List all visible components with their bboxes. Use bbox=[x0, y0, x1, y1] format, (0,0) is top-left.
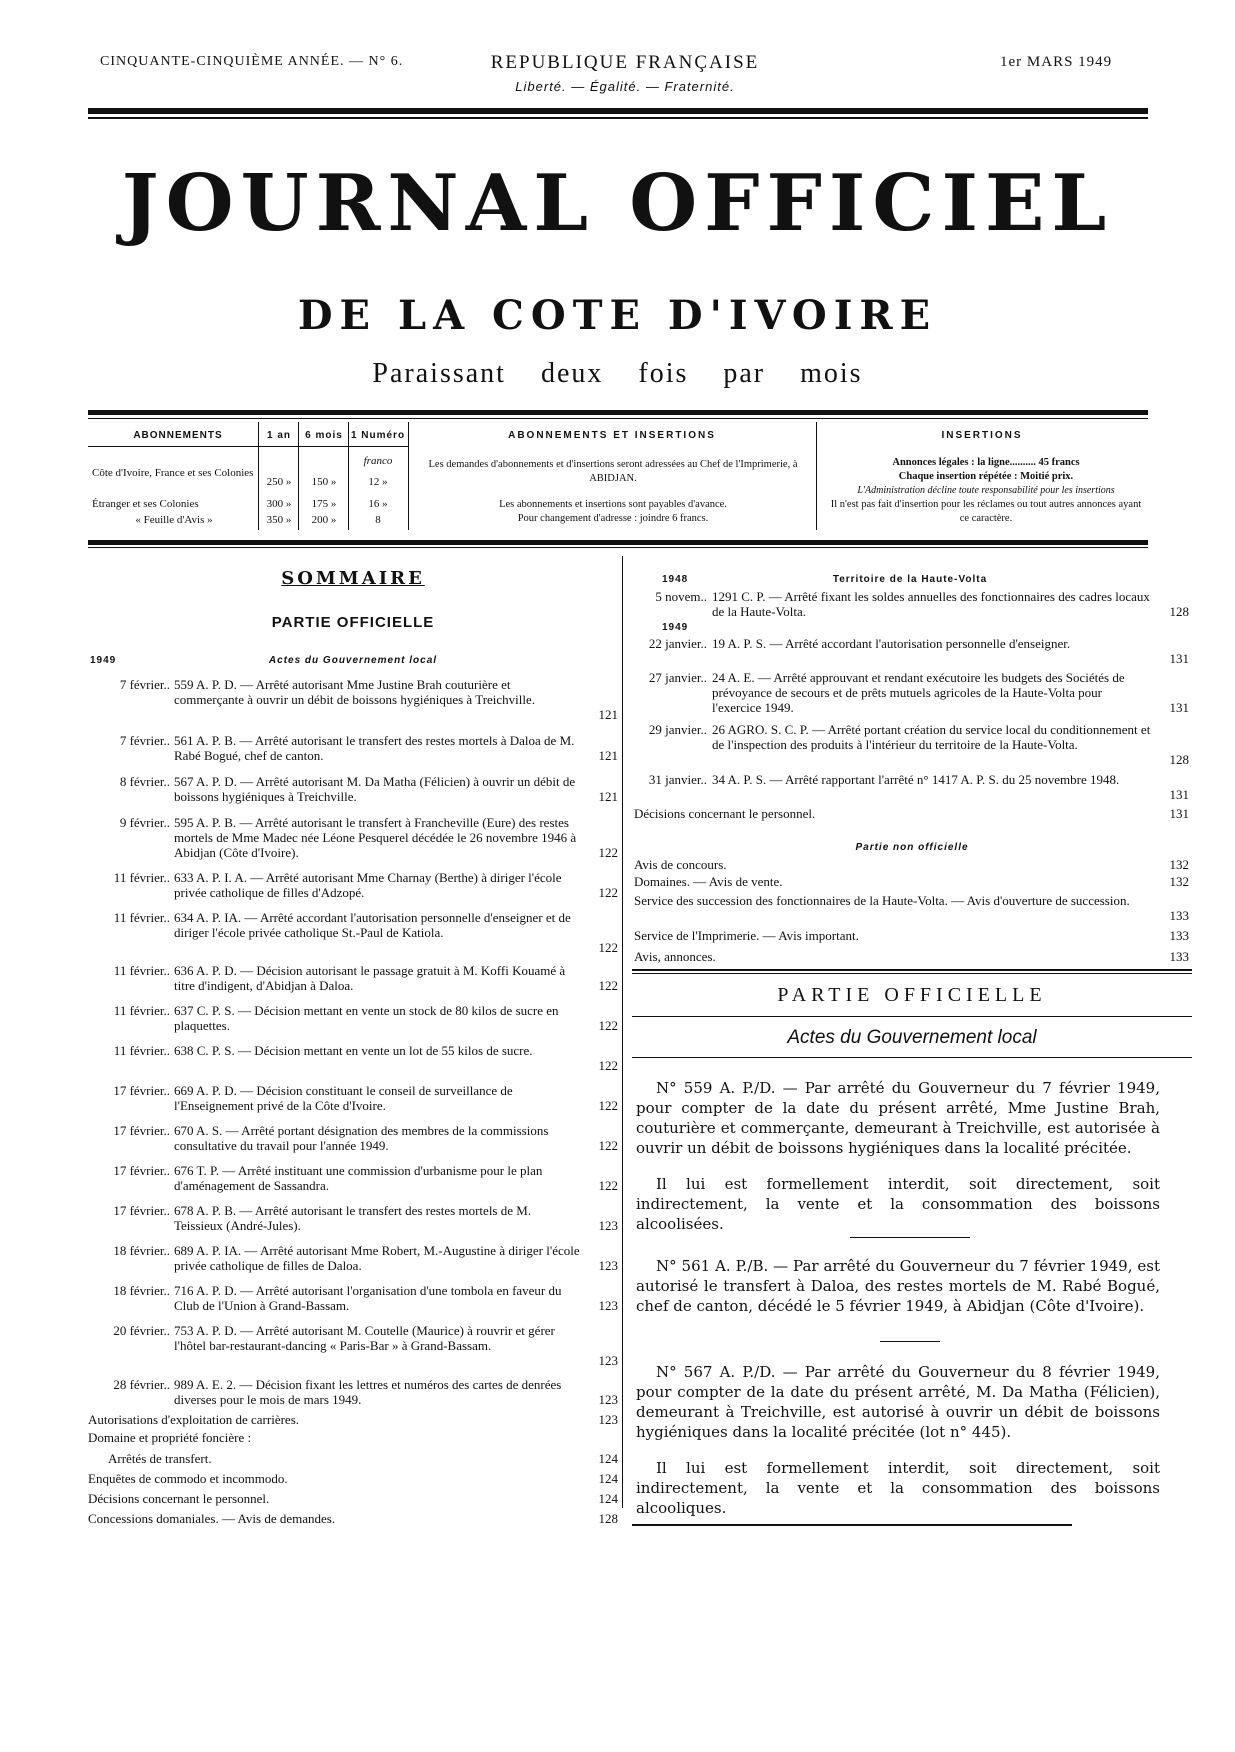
subs-right-text: Annonces légales : la ligne.......... 45 francs bbox=[892, 457, 1080, 468]
toc-page: 121 bbox=[598, 707, 618, 722]
toc-page: 122 bbox=[598, 845, 618, 860]
toc-text: 676 T. P. — Arrêté instituant une commission d'urbanisme pour le plan d'aménagement de Sassandra. bbox=[174, 1163, 543, 1193]
right-toc-year: 1948 bbox=[662, 574, 689, 585]
journal-title: JOURNAL OFFICIEL bbox=[121, 158, 1114, 249]
subs-row-value: 350 » bbox=[266, 514, 292, 526]
journal-tagline: Paraissant deux fois par mois bbox=[372, 358, 863, 389]
toc-date: 28 février.. bbox=[113, 1377, 170, 1392]
toc-text: 678 A. P. B. — Arrêté autorisant le transfert des restes mortels de M. Teissieux (André-Jules). bbox=[174, 1203, 532, 1233]
toc-date: 11 février.. bbox=[113, 1003, 170, 1018]
subs-row-value: 150 » bbox=[311, 476, 337, 488]
toc-date: 8 février.. bbox=[119, 774, 170, 789]
masthead-rule-thin bbox=[88, 418, 1148, 419]
subs-right-text: Il n'est pas fait d'insertion pour les réclames ou tout autres annonces ayant ce caractère. bbox=[830, 499, 1142, 524]
separator bbox=[850, 1237, 970, 1238]
non-officielle-heading: Partie non officielle bbox=[855, 842, 969, 853]
subscriptions-box bbox=[88, 422, 1148, 544]
subs-row-value: 200 » bbox=[311, 514, 337, 526]
journal-subtitle: DE LA COTE D'IVOIRE bbox=[297, 292, 938, 339]
toc-text: 753 A. P. D. — Arrêté autorisant M. Coutelle (Maurice) à rouvrir et gérer l'hôtel bar-restaurant-dancing « Paris-Bar » à Grand-Bassam. bbox=[174, 1323, 555, 1353]
toc-date: 9 février.. bbox=[119, 815, 170, 830]
arrete-567: N° 567 A. P./D. — Par arrêté du Gouverneur du 8 février 1949, pour compter de la date du présent arrêté, M. Da Matha (Félicien), demeurant à Treichville, est autorisé à ouvrir un débit de boissons hygiéniques dans la localité précitée (lot n° 445). bbox=[636, 1363, 1160, 1441]
right-toc-territory: Territoire de la Haute-Volta bbox=[832, 574, 988, 585]
sommaire-title: SOMMAIRE bbox=[281, 568, 425, 589]
toc-date: 17 février.. bbox=[113, 1123, 170, 1138]
subs-middle-text: Les abonnements et insertions sont payables d'avance. bbox=[499, 499, 727, 510]
masthead-rule bbox=[88, 410, 1148, 415]
toc-text: 670 A. S. — Arrêté portant désignation des membres de la commissions consultative du travail pour l'année 1949. bbox=[174, 1123, 549, 1153]
subs-row-value: 175 » bbox=[311, 498, 337, 510]
official-section-heading: Actes du Gouvernement local bbox=[787, 1027, 1037, 1048]
header-rule bbox=[88, 108, 1148, 114]
subs-row-value: 12 » bbox=[368, 476, 388, 488]
subs-row-value: 250 » bbox=[266, 476, 292, 488]
toc-text: 559 A. P. D. — Arrêté autorisant Mme Justine Brah couturière et commerçante à ouvrir un débit de boissons hygiéniques à Treichville. bbox=[174, 677, 536, 707]
toc-page: 122 bbox=[598, 1098, 618, 1113]
subs-right-title: INSERTIONS bbox=[941, 430, 1023, 441]
toc-date: 11 février.. bbox=[113, 963, 170, 978]
toc-page: 122 bbox=[598, 1058, 618, 1073]
arrete-567-restriction: Il lui est formellement interdit, soit directement, soit indirectement, la vente et la consommation des boissons alcooliques. bbox=[636, 1459, 1160, 1517]
toc-text: 989 A. E. 2. — Décision fixant les lettres et numéros des cartes de denrées diverses pour le mois de mars 1949. bbox=[174, 1377, 562, 1407]
motto: Liberté. — Égalité. — Fraternité. bbox=[515, 79, 735, 94]
toc-date: 7 février.. bbox=[119, 733, 170, 748]
subs-right-text: L'Administration décline toute responsabilité pour les insertions bbox=[857, 485, 1115, 496]
toc-date: 17 février.. bbox=[113, 1163, 170, 1178]
toc-page: 123 bbox=[598, 1353, 618, 1368]
toc-date: 18 février.. bbox=[113, 1243, 170, 1258]
header-rule-thin bbox=[88, 117, 1148, 119]
subs-middle-text: Les demandes d'abonnements et d'insertions seront adressées au Chef de l'Imprimerie, à ABIDJAN. bbox=[428, 459, 798, 484]
toc-text: 595 A. P. B. — Arrêté autorisant le transfert à Francheville (Eure) des restes mortels de Mme Madec née Léone Pesquerel décédée le 26 novembre 1946 à Abidjan (Côte d'Ivoire). bbox=[174, 815, 577, 860]
toc-text: 633 A. P. I. A. — Arrêté autorisant Mme Charnay (Berthe) à diriger l'école privée catholique de filles d'Adzopé. bbox=[174, 870, 562, 900]
partie-officielle-heading: PARTIE OFFICIELLE bbox=[777, 984, 1047, 1006]
toc-page: 122 bbox=[598, 1138, 618, 1153]
arrete-559-restriction: Il lui est formellement interdit, soit directement, soit indirectement, la vente et la consommation des boissons alcoolisées. bbox=[636, 1175, 1160, 1233]
issue-date: 1er MARS 1949 bbox=[1000, 54, 1113, 70]
toc-date: 11 février.. bbox=[113, 870, 170, 885]
subs-row-label: « Feuille d'Avis » bbox=[135, 514, 213, 526]
toc-page: 123 bbox=[598, 1392, 618, 1407]
toc-text: 669 A. P. D. — Décision constituant le conseil de surveillance de l'Enseignement privé de la Côte d'Ivoire. bbox=[174, 1083, 513, 1113]
subs-franco: franco bbox=[363, 455, 393, 467]
toc-page: 122 bbox=[598, 1178, 618, 1193]
column-divider bbox=[622, 556, 623, 1508]
toc-text: 637 C. P. S. — Décision mettant en vente un stock de 80 kilos de sucre en plaquettes. bbox=[174, 1003, 559, 1033]
subs-header-issue: 1 Numéro bbox=[350, 430, 406, 441]
closing-rule bbox=[632, 1524, 1072, 1526]
toc-date: 18 février.. bbox=[113, 1283, 170, 1298]
toc-text: 716 A. P. D. — Arrêté autorisant l'organisation d'une tombola en faveur du Club de l'Union à Grand-Bassam. bbox=[174, 1283, 562, 1313]
arrete-559: N° 559 A. P./D. — Par arrêté du Gouverneur du 7 février 1949, pour compter de la date du présent arrêté, Mme Justine Brah, couturière et commerçante, demeurant à Treichville, est autorisée à ouvrir un débit de boissons hygiéniques dans la localité précitée. bbox=[636, 1079, 1160, 1157]
sommaire-section: Actes du Gouvernement local bbox=[268, 655, 438, 666]
subs-row-label: Côte d'Ivoire, France et ses Colonies bbox=[92, 467, 254, 479]
subs-right-text: Chaque insertion répétée : Moitié prix. bbox=[898, 471, 1074, 482]
right-toc-year: 1949 bbox=[662, 622, 689, 633]
toc-date: 11 février.. bbox=[113, 910, 170, 925]
toc-page: 122 bbox=[598, 940, 618, 955]
toc-date: 7 février.. bbox=[119, 677, 170, 692]
toc-page: 121 bbox=[598, 748, 618, 763]
toc-date: 17 février.. bbox=[113, 1203, 170, 1218]
toc-text: 689 A. P. IA. — Arrêté autorisant Mme Robert, M.-Augustine à diriger l'école privée catholique de filles de Daloa. bbox=[174, 1243, 580, 1273]
toc-text: 636 A. P. D. — Décision autorisant le passage gratuit à M. Koffi Kouamé à titre d'indigent, d'Abidjan à Daloa. bbox=[174, 963, 566, 993]
sommaire-partie: PARTIE OFFICIELLE bbox=[271, 614, 435, 631]
toc-date: 20 février.. bbox=[113, 1323, 170, 1338]
toc-page: 121 bbox=[598, 789, 618, 804]
subs-header-abonnements: ABONNEMENTS bbox=[133, 430, 223, 441]
sommaire-year: 1949 bbox=[90, 655, 117, 666]
toc-page: 123 bbox=[598, 1298, 618, 1313]
toc-text: 561 A. P. B. — Arrêté autorisant le transfert des restes mortels à Daloa de M. Rabé Bogué, chef de canton. bbox=[174, 733, 575, 763]
toc-page: 122 bbox=[598, 885, 618, 900]
issue-number: CINQUANTE-CINQUIÈME ANNÉE. — N° 6. bbox=[100, 54, 404, 69]
toc-page: 123 bbox=[598, 1258, 618, 1273]
toc-text: 567 A. P. D. — Arrêté autorisant M. Da Matha (Félicien) à ouvrir un débit de boissons hygiéniques à Treichville. bbox=[174, 774, 576, 804]
subs-middle-text: Pour changement d'adresse : joindre 6 francs. bbox=[517, 513, 709, 524]
toc-page: 122 bbox=[598, 1018, 618, 1033]
subs-row-value: 16 » bbox=[368, 498, 388, 510]
subs-row-label: Étranger et ses Colonies bbox=[92, 498, 199, 510]
toc-text: 634 A. P. IA. — Arrêté accordant l'autorisation personnelle d'enseigner et de diriger l'école privée catholique St.-Paul de Katiola. bbox=[174, 910, 571, 940]
toc-date: 17 février.. bbox=[113, 1083, 170, 1098]
subs-middle-title: ABONNEMENTS ET INSERTIONS bbox=[508, 430, 716, 441]
arrete-561: N° 561 A. P./B. — Par arrêté du Gouverneur du 7 février 1949, est autorisé le transfert à Daloa, des restes mortels de M. Rabé Bogué, chef de canton, décédé le 5 février 1949, à Abidjan (Côte d'Ivoire). bbox=[636, 1257, 1160, 1315]
separator bbox=[880, 1341, 940, 1342]
toc-text: 638 C. P. S. — Décision mettant en vente un lot de 55 kilos de sucre. bbox=[174, 1043, 533, 1058]
toc-page: 122 bbox=[598, 978, 618, 993]
toc-page: 123 bbox=[598, 1218, 618, 1233]
republic-heading: REPUBLIQUE FRANÇAISE bbox=[490, 52, 760, 73]
subs-row-value: 300 » bbox=[266, 498, 292, 510]
subs-header-year: 1 an bbox=[266, 430, 291, 441]
subs-header-6months: 6 mois bbox=[305, 430, 343, 441]
toc-date: 11 février.. bbox=[113, 1043, 170, 1058]
subs-row-value: 8 bbox=[375, 514, 381, 526]
table-bottom-rule bbox=[88, 540, 1148, 545]
